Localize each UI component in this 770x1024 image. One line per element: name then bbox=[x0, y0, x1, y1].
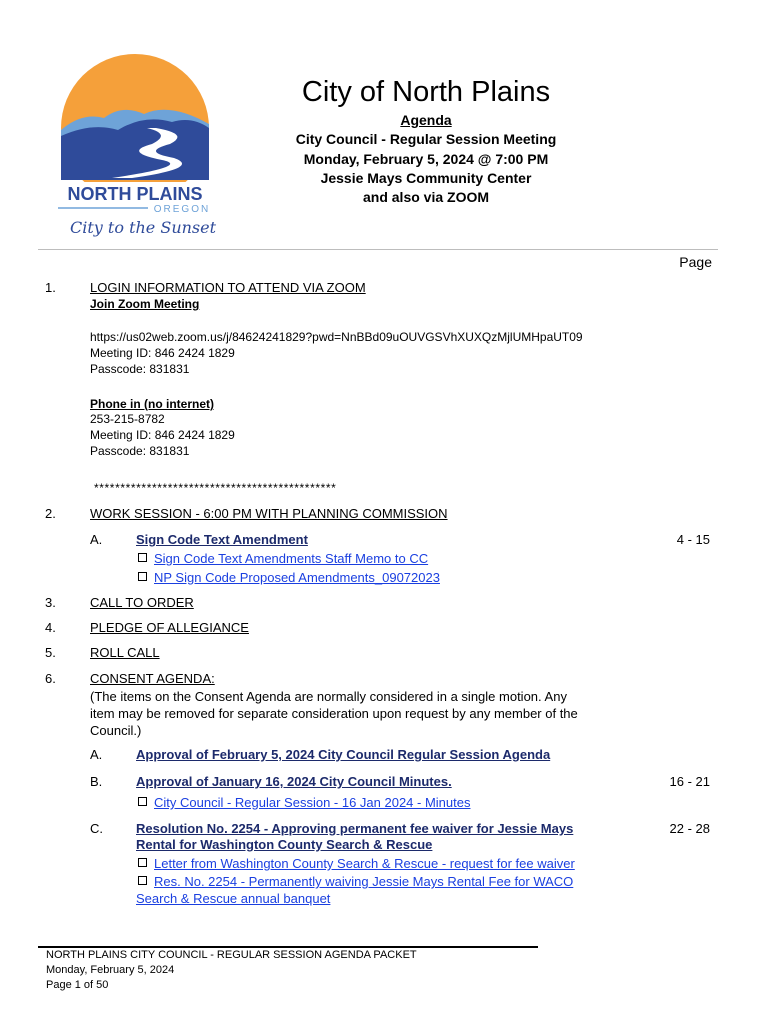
attachment-item bbox=[138, 550, 428, 568]
passcode: Passcode: 831831 bbox=[90, 362, 190, 376]
page-range: 4 - 15 bbox=[676, 532, 710, 547]
meeting-location: Jessie Mays Community Center bbox=[320, 170, 532, 186]
footer-page-count: Page 1 of 50 bbox=[46, 979, 109, 991]
subitem-letter: A. bbox=[90, 532, 103, 547]
item-number: 4. bbox=[45, 620, 56, 635]
meeting-id: Meeting ID: 846 2424 1829 bbox=[90, 428, 235, 442]
header-divider bbox=[38, 249, 718, 250]
checkbox-icon bbox=[138, 553, 147, 562]
attachment-link[interactable]: Letter from Washington County Search & Rescue - request for fee waiver bbox=[154, 856, 575, 871]
page-column-label: Page bbox=[679, 254, 712, 270]
item-description: (The items on the Consent Agenda are normally considered in a single motion. Any bbox=[90, 689, 567, 704]
subitem-letter: A. bbox=[90, 747, 103, 762]
attachment-link[interactable]: Sign Code Text Amendments Staff Memo to CC bbox=[154, 551, 429, 566]
checkbox-icon bbox=[138, 876, 147, 885]
subitem-letter: C. bbox=[90, 821, 103, 836]
attachment-item bbox=[138, 873, 573, 891]
subitem-title-link[interactable]: Approval of January 16, 2024 City Council Minutes. bbox=[136, 774, 452, 789]
item-number: 5. bbox=[45, 645, 56, 660]
item-description: Council.) bbox=[90, 723, 142, 738]
checkbox-icon bbox=[138, 858, 147, 867]
attachment-item bbox=[138, 794, 470, 812]
footer-packet-title: NORTH PLAINS CITY COUNCIL - REGULAR SESSION AGENDA PACKET bbox=[46, 949, 417, 961]
subitem-letter: B. bbox=[90, 774, 103, 789]
phone-number: 253-215-8782 bbox=[90, 412, 165, 426]
footer-date: Monday, February 5, 2024 bbox=[46, 964, 175, 976]
north-plains-logo bbox=[52, 52, 218, 242]
subitem-title-link[interactable]: Sign Code Text Amendment bbox=[136, 532, 308, 547]
subitem-title-link[interactable]: Approval of February 5, 2024 City Council Regular Session Agenda bbox=[136, 747, 551, 762]
page-range: 22 - 28 bbox=[669, 821, 710, 836]
city-title: City of North Plains bbox=[301, 76, 551, 108]
item-description: item may be removed for separate consideration upon request by any member of the bbox=[90, 706, 578, 721]
attachment-link[interactable]: NP Sign Code Proposed Amendments_09072023 bbox=[154, 570, 440, 585]
separator: ********************************************** bbox=[94, 481, 337, 495]
attachment-item bbox=[138, 855, 575, 873]
attachment-item-continued bbox=[136, 890, 330, 908]
item-title: WORK SESSION - 6:00 PM WITH PLANNING COMMISSION bbox=[90, 506, 448, 521]
item-title: PLEDGE OF ALLEGIANCE bbox=[90, 620, 249, 635]
subitem-title-link[interactable]: Rental for Washington County Search & Rescue bbox=[136, 837, 433, 852]
meeting-id: Meeting ID: 846 2424 1829 bbox=[90, 346, 235, 360]
logo-state: OREGON bbox=[153, 204, 211, 215]
zoom-url[interactable]: https://us02web.zoom.us/j/84624241829?pwd=NnBBd09uOUVGSVhXUXQzMjlUMHpaUT09 bbox=[90, 330, 583, 344]
attachment-item bbox=[138, 569, 440, 587]
logo-tagline: City to the Sunset bbox=[70, 218, 217, 237]
checkbox-icon bbox=[138, 572, 147, 581]
checkbox-icon bbox=[138, 797, 147, 806]
meeting-zoom: and also via ZOOM bbox=[362, 189, 490, 205]
item-number: 1. bbox=[45, 280, 56, 295]
subitem-title-link[interactable]: Resolution No. 2254 - Approving permanent fee waiver for Jessie Mays bbox=[136, 821, 574, 836]
item-title: ROLL CALL bbox=[90, 645, 160, 660]
item-number: 2. bbox=[45, 506, 56, 521]
item-title: CALL TO ORDER bbox=[90, 595, 194, 610]
page-range: 16 - 21 bbox=[669, 774, 710, 789]
item-title: CONSENT AGENDA: bbox=[90, 671, 215, 686]
attachment-link[interactable]: Res. No. 2254 - Permanently waiving Jessie Mays Rental Fee for WACO bbox=[154, 874, 574, 889]
item-title: LOGIN INFORMATION TO ATTEND VIA ZOOM bbox=[90, 280, 366, 295]
attachment-link[interactable]: City Council - Regular Session - 16 Jan 2024 - Minutes bbox=[154, 795, 471, 810]
phone-in-label: Phone in (no internet) bbox=[90, 397, 214, 411]
logo-name: NORTH PLAINS bbox=[67, 184, 203, 204]
meeting-type: City Council - Regular Session Meeting bbox=[295, 131, 557, 147]
item-number: 3. bbox=[45, 595, 56, 610]
attachment-link[interactable]: Search & Rescue annual banquet bbox=[136, 891, 331, 906]
agenda-heading: Agenda bbox=[400, 112, 452, 128]
join-zoom-label: Join Zoom Meeting bbox=[90, 297, 200, 311]
item-number: 6. bbox=[45, 671, 56, 686]
meeting-datetime: Monday, February 5, 2024 @ 7:00 PM bbox=[303, 151, 549, 167]
passcode: Passcode: 831831 bbox=[90, 444, 190, 458]
